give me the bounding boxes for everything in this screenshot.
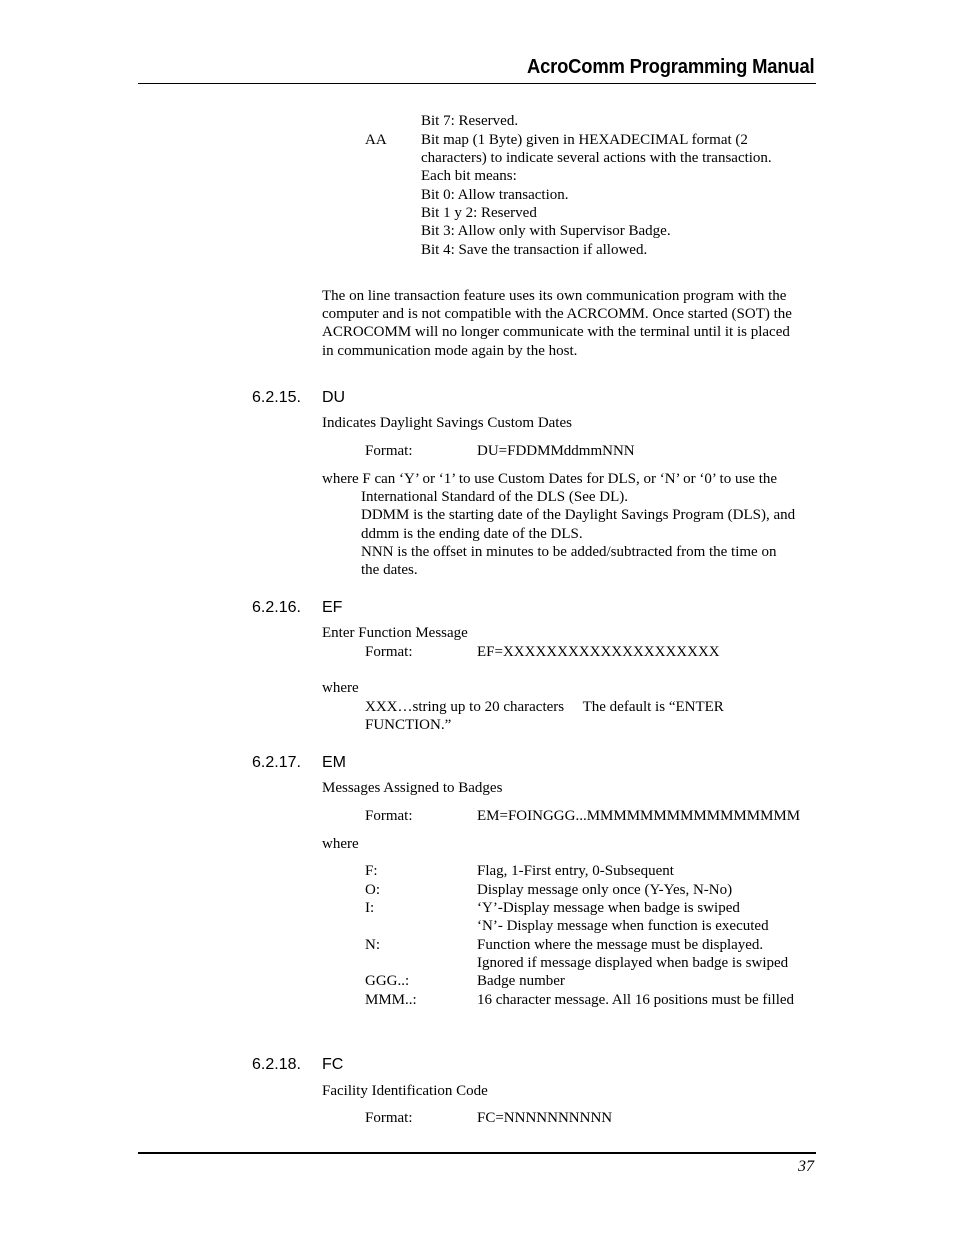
fc-description: Facility Identification Code: [322, 1083, 488, 1099]
section-title-fc: FC: [322, 1056, 344, 1073]
em-field-desc: Function where the message must be displayed.: [477, 937, 764, 953]
ef-detail-line: FUNCTION.”: [365, 717, 452, 733]
em-field-key: MMM..:: [365, 992, 417, 1008]
section-title-du: DU: [322, 389, 346, 406]
bit7-line: Bit 7: Reserved.: [421, 113, 519, 129]
em-field-desc: Flag, 1-First entry, 0-Subsequent: [477, 863, 674, 879]
du-where-line: DDMM is the starting date of the Daylight Savings Program (DLS), and: [361, 507, 796, 523]
section-title-em: EM: [322, 754, 346, 771]
ef-detail-line: XXX…string up to 20 characters The default is “ENTER: [365, 699, 724, 715]
online-paragraph-line: in communication mode again by the host.: [322, 343, 578, 359]
ef-format-label: Format:: [365, 644, 413, 660]
section-number-fc: 6.2.18.: [252, 1056, 301, 1073]
fc-format-value: FC=NNNNNNNNNN: [477, 1110, 613, 1126]
aa-bit-line: Bit 0: Allow transaction.: [421, 187, 569, 203]
section-title-ef: EF: [322, 599, 343, 616]
aa-desc-line: characters) to indicate several actions with the transaction.: [421, 150, 772, 166]
online-paragraph-line: ACROCOMM will no longer communicate with the terminal until it is placed: [322, 324, 790, 340]
em-where: where: [322, 836, 359, 852]
page-number: 37: [798, 1158, 814, 1175]
aa-bit-line: Bit 3: Allow only with Supervisor Badge.: [421, 223, 671, 239]
online-paragraph-line: The on line transaction feature uses its own communication program with the: [322, 288, 787, 304]
em-field-key: I:: [365, 900, 375, 916]
em-description: Messages Assigned to Badges: [322, 780, 503, 796]
em-format-value: EM=FOINGGG...MMMMMMMMMMMMMMMM: [477, 808, 801, 824]
section-number-du: 6.2.15.: [252, 389, 301, 406]
du-where-line: the dates.: [361, 562, 418, 578]
du-where-line: where F can ‘Y’ or ‘1’ to use Custom Dates for DLS, or ‘N’ or ‘0’ to use the: [322, 471, 778, 487]
em-field-key: F:: [365, 863, 378, 879]
du-format-label: Format:: [365, 443, 413, 459]
em-field-key: O:: [365, 882, 380, 898]
du-where-line: NNN is the offset in minutes to be added/subtracted from the time on: [361, 544, 777, 560]
online-paragraph-line: computer and is not compatible with the ACRCOMM. Once started (SOT) the: [322, 306, 792, 322]
ef-where: where: [322, 680, 359, 696]
fc-format-label: Format:: [365, 1110, 413, 1126]
section-number-ef: 6.2.16.: [252, 599, 301, 616]
em-field-desc: Badge number: [477, 973, 565, 989]
footer-rule: [138, 1152, 816, 1154]
em-field-desc: ‘Y’-Display message when badge is swiped: [477, 900, 740, 916]
em-format-label: Format:: [365, 808, 413, 824]
ef-format-value: EF=XXXXXXXXXXXXXXXXXXXX: [477, 644, 720, 660]
du-format-value: DU=FDDMMddmmNNN: [477, 443, 635, 459]
aa-desc-line: Bit map (1 Byte) given in HEXADECIMAL format (2: [421, 132, 748, 148]
page-header-title: AcroComm Programming Manual: [526, 56, 814, 78]
aa-bit-line: Bit 4: Save the transaction if allowed.: [421, 242, 648, 258]
em-field-desc: ‘N’- Display message when function is executed: [477, 918, 769, 934]
du-description: Indicates Daylight Savings Custom Dates: [322, 415, 572, 431]
em-field-key: N:: [365, 937, 380, 953]
aa-bit-line: Bit 1 y 2: Reserved: [421, 205, 537, 221]
em-field-desc: 16 character message. All 16 positions must be filled: [477, 992, 795, 1008]
du-where-line: ddmm is the ending date of the DLS.: [361, 526, 583, 542]
header-rule: [138, 83, 816, 84]
em-field-desc: Ignored if message displayed when badge is swiped: [477, 955, 789, 971]
section-number-em: 6.2.17.: [252, 754, 301, 771]
em-field-key: GGG..:: [365, 973, 410, 989]
ef-description: Enter Function Message: [322, 625, 468, 641]
du-where-line: International Standard of the DLS (See DL).: [361, 489, 629, 505]
aa-desc-line: Each bit means:: [421, 168, 517, 184]
aa-code: AA: [365, 132, 387, 148]
em-field-desc: Display message only once (Y-Yes, N-No): [477, 882, 733, 898]
